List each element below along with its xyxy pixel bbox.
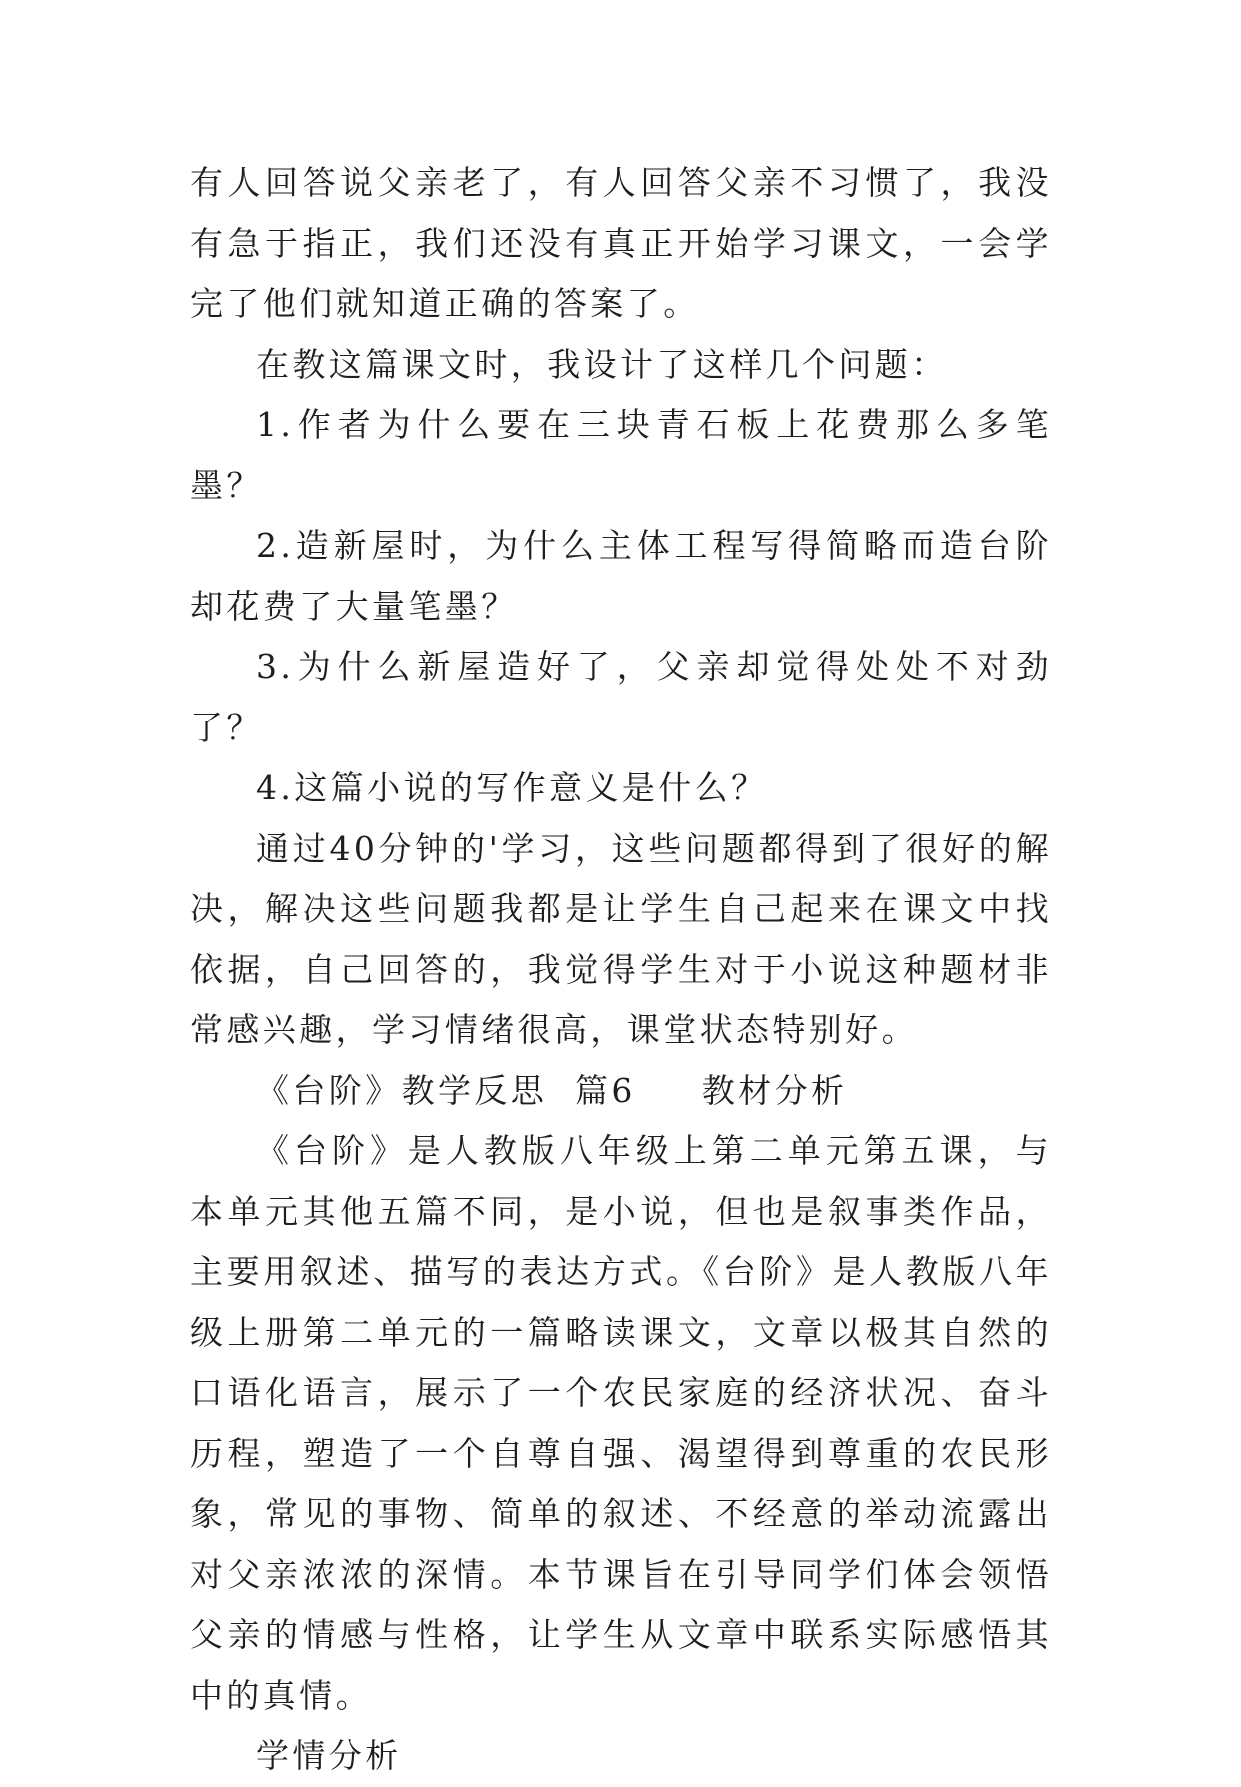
section-heading-title: 《台阶》教学反思 篇6 xyxy=(256,1070,636,1110)
paragraph-textbook-analysis: 《台阶》是人教版八年级上第二单元第五课，与本单元其他五篇不同，是小说，但也是叙事类作品，主要用叙述、描写的表达方式。《台阶》是人教版八年级上册第二单元的一篇略读课文，文章以极其自然的口语化语言，展示了一个农民家庭的经济状况、奋斗历程，塑造了一个自尊自强、渴望得到尊重的农民形象，常见的事物、简单的叙述、不经意的举动流露出对父亲浓浓的深情。本节课旨在引导同学们体会领悟父亲的情感与性格，让学生从文章中联系实际感悟其中的真情。 xyxy=(190,1131,1052,1715)
question-item-1: 1.作者为什么要在三块青石板上花费那么多笔墨？ xyxy=(190,405,1052,505)
subheading-student-analysis: 学情分析 xyxy=(256,1736,402,1775)
document-body xyxy=(190,153,1052,1787)
paragraph-answers: 有人回答说父亲老了，有人回答父亲不习惯了，我没有急于指正，我们还没有真正开始学习课文，一会学完了他们就知道正确的答案了。 xyxy=(190,163,1052,323)
section-heading-subtitle: 教材分析 xyxy=(701,1070,848,1110)
question-item-3: 3.为什么新屋造好了，父亲却觉得处处不对劲了？ xyxy=(190,647,1052,747)
question-item-4: 4.这篇小说的写作意义是什么？ xyxy=(256,768,768,807)
section-heading xyxy=(190,1061,1052,1122)
question-item-2: 2.造新屋时，为什么主体工程写得简略而造台阶却花费了大量笔墨？ xyxy=(190,526,1052,626)
paragraph-summary: 通过40分钟的'学习，这些问题都得到了很好的解决，解决这些问题我都是让学生自己起来在课文中找依据，自己回答的，我觉得学生对于小说这种题材非常感兴趣，学习情绪很高，课堂状态特别好。 xyxy=(190,828,1052,1049)
paragraph-questions-intro: 在教这篇课文时，我设计了这样几个问题： xyxy=(256,344,948,384)
